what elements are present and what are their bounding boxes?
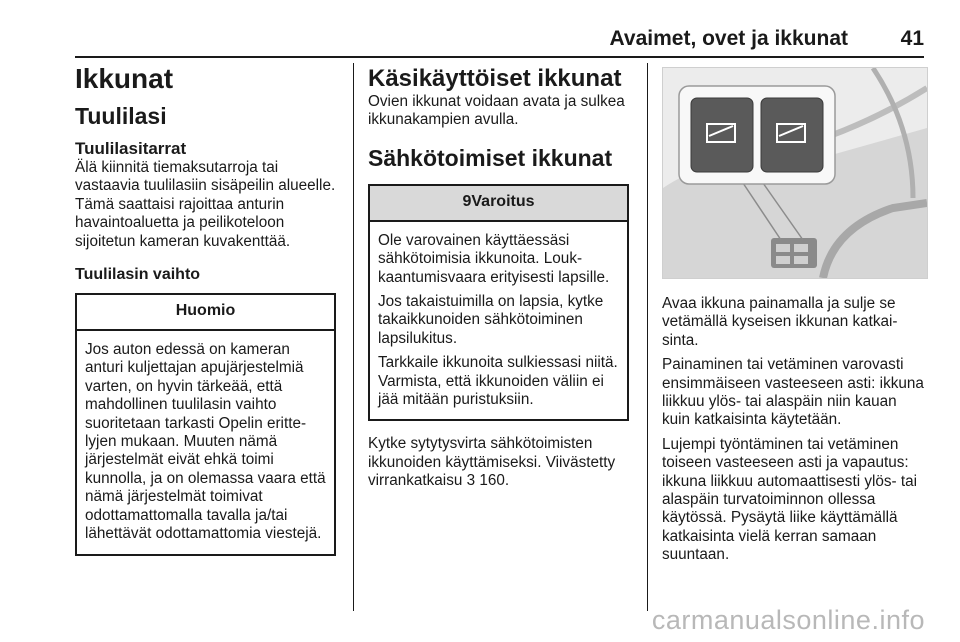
- page-number: 41: [900, 27, 924, 50]
- page-ref-arrow-icon: 3: [466, 472, 476, 490]
- note-box: [75, 293, 336, 555]
- door-panel-illustration: [663, 68, 927, 278]
- watermark: carmanualsonline.info: [651, 605, 925, 635]
- column-3: [662, 67, 926, 565]
- chapter-title: Avaimet, ovet ja ikkunat: [609, 27, 848, 50]
- warning-text: Tarkkaile ikkunoita sulkiessasi niitä. Varmista, että ikkunoiden väliin ei jää mitään puristuksiin.: [378, 354, 618, 409]
- section-heading: Käsikäyttöiset ikkunat: [368, 65, 622, 92]
- paragraph: Älä kiinnitä tiemaksutarroja tai vastaavia tuulilasiin sisäpeilin alueelle. Tämä saattaisi rajoittaa anturin havaintoaluetta ja peilikoteloon sijoitetun kameran kuvakenttää.: [75, 159, 336, 250]
- topic-heading: Tuulilasitarrat: [75, 139, 187, 158]
- paragraph: [368, 435, 634, 490]
- header-rule: [75, 56, 924, 58]
- note-title: Huomio: [77, 295, 334, 331]
- paragraph: Ovien ikkunat voidaan avata ja sulkea ikkunakampien avulla.: [368, 93, 625, 129]
- column-divider: [647, 63, 648, 611]
- section-heading: Ikkunat: [75, 63, 174, 94]
- column-divider: [353, 63, 354, 611]
- note-body: [77, 331, 334, 553]
- paragraph: Painaminen tai vetäminen varovasti ensimmäiseen vasteeseen asti: ikkuna liikkuu ylös- tai alaspäin niin kauan kuin katkaisinta käytetään.: [662, 356, 924, 429]
- warning-title-text: Varoitus: [471, 192, 535, 210]
- warning-icon: 9: [462, 192, 472, 210]
- topic-heading: Tuulilasin vaihto: [75, 266, 201, 284]
- page-header: [0, 0, 960, 60]
- subsection-heading: Sähkötoimiset ikkunat: [368, 144, 613, 171]
- paragraph: Avaa ikkuna painamalla ja sulje se vetämällä kyseisen ikkunan katkaisinta.: [662, 295, 898, 349]
- column-1: [75, 63, 340, 556]
- warning-text: Jos takaistuimilla on lapsia, kytke takaikkunoiden sähkötoiminen lapsilukitus.: [378, 293, 604, 347]
- warning-title: [370, 186, 627, 222]
- warning-body: [370, 222, 627, 420]
- paragraph-text: Kytke sytytysvirta sähkötoimisten ikkunoiden käyttämiseksi. Viivästetty virrankatkaisu: [368, 435, 616, 490]
- column-2: [368, 63, 634, 491]
- window-switch-photo: [662, 67, 928, 279]
- paragraph: Lujempi työntäminen tai vetäminen toiseen vasteeseen asti ja vapautus: ikkuna liikkuu automaattisesti ylös- tai alaspäin turvatoiminnon ollessa käytössä. Pysäytä liike käyttämällä katkaisinta vielä kerran samaan suuntaan.: [662, 435, 918, 564]
- note-text: Jos auton edessä on kameran anturi kuljettajan apujärjestelmiä varten, on hyvin tärkeää, että mahdollinen tuulilasin vaihto suoritetaan tarkasti Opelin erittelyjen mukaan. Muuten nämä järjestelmät eivät ehkä toimi kunnolla, ja on olemassa vaara että nämä järjestelmät toimivat odottamattomalla tavalla ja/tai lähettävät odottamattomia viestejä.: [85, 341, 326, 543]
- warning-text: Ole varovainen käyttäessäsi sähkötoimisia ikkunoita. Loukkaantumisvaara erityisesti lapsille.: [378, 231, 610, 286]
- subsection-heading: Tuulilasi: [75, 103, 167, 129]
- warning-box: [368, 184, 629, 422]
- page-reference[interactable]: 160.: [479, 472, 510, 490]
